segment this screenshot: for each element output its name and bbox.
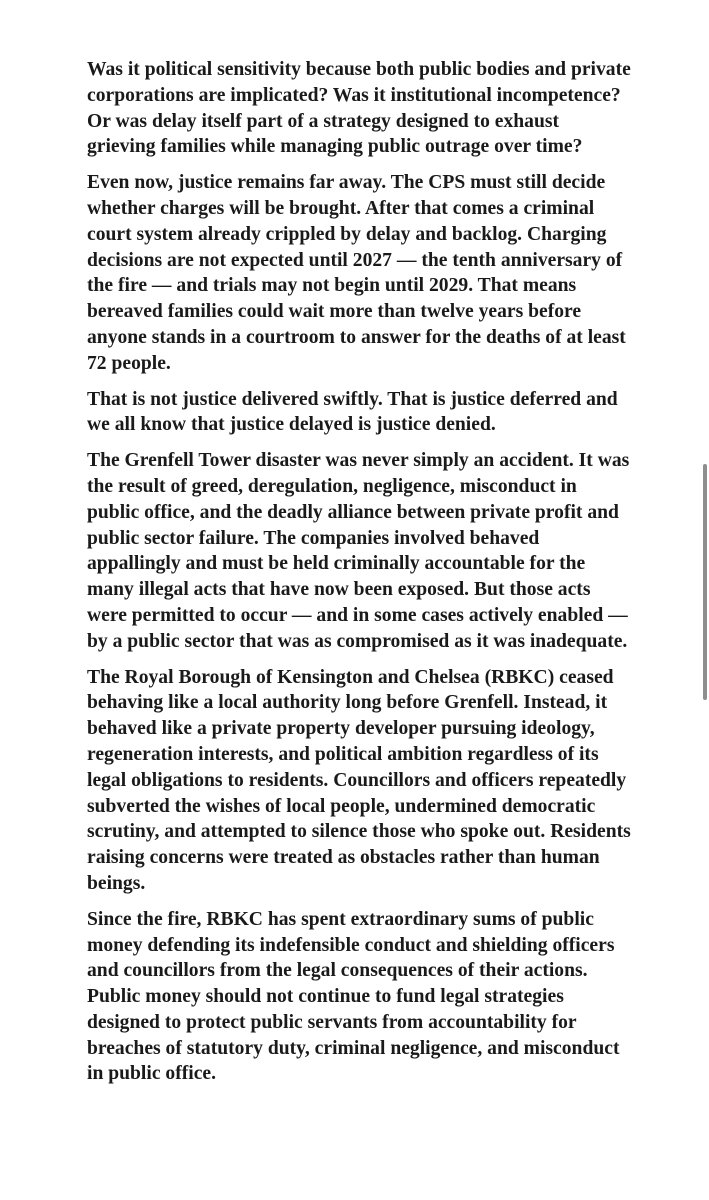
paragraph-5: The Royal Borough of Kensington and Chelsea (RBKC) ceased behaving like a local authority long before Grenfell. Instead, it behaved like a private property developer pursuing ideology, regeneration interests, and political ambition regardless of its legal obligations to residents. Councillors and officers repeatedly subverted the wishes of local people, undermined democratic scrutiny, and attempted to silence those who spoke out. Residents raising concerns were treated as obstacles rather than human beings.	[87, 666, 631, 894]
paragraph-1: Was it political sensitivity because both public bodies and private corporations are implicated? Was it institutional incompetence? Or was delay itself part of a strategy designed to exhaust grieving families while managing public outrage over time?	[87, 59, 631, 158]
scrollbar-thumb[interactable]	[703, 464, 707, 700]
paragraph-3: That is not justice delivered swiftly. That is justice deferred and we all know that justice delayed is justice denied.	[87, 388, 618, 436]
paragraph-4: The Grenfell Tower disaster was never simply an accident. It was the result of greed, deregulation, negligence, misconduct in public office, and the deadly alliance between private profit and public sector failure. The companies involved behaved appallingly and must be held criminally accountable for the many illegal acts that have now been exposed. But those acts were permitted to occur — and in some cases actively enabled — by a public sector that was as compromised as it was inadequate.	[87, 450, 630, 652]
paragraph-6: Since the fire, RBKC has spent extraordinary sums of public money defending its indefensible conduct and shielding officers and councillors from the legal consequences of their actions. Public money should not continue to fund legal strategies designed to protect public servants from accountability for breaches of statutory duty, criminal negligence, and misconduct in public office.	[87, 908, 620, 1085]
article-body	[87, 57, 632, 1097]
paragraph-2: Even now, justice remains far away. The CPS must still decide whether charges will be brought. After that comes a criminal court system already crippled by delay and backlog. Charging decisions are not expected until 2027 — the tenth anniversary of the fire — and trials may not begin until 2029. That means bereaved families could wait more than twelve years before anyone stands in a courtroom to answer for the deaths of at least 72 people.	[87, 172, 626, 374]
